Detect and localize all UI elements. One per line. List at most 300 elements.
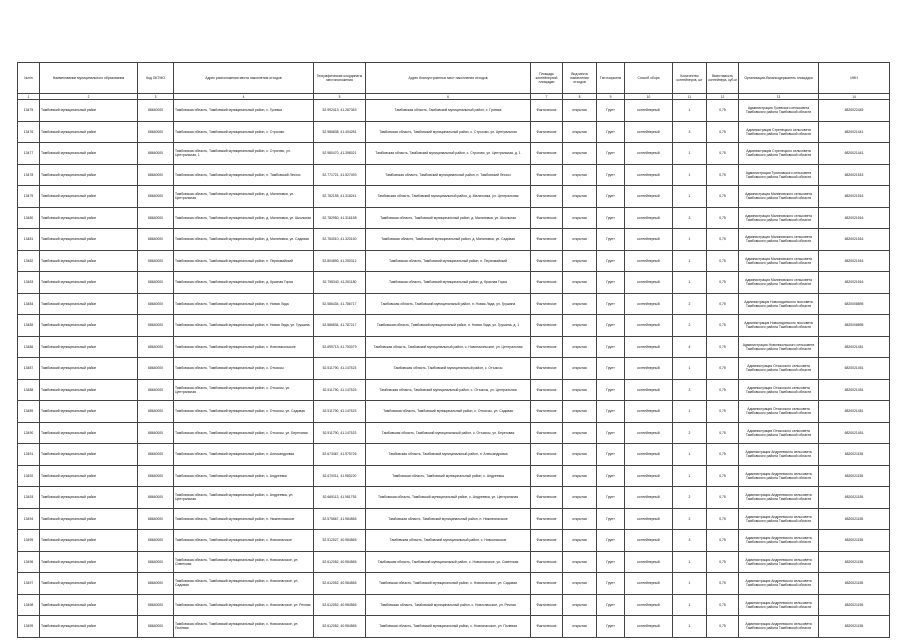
municipality-cell: Тамбовский муниципальный район	[40, 250, 138, 272]
municipality-cell: Тамбовский муниципальный район	[40, 143, 138, 165]
container-volume-cell: 0,75	[707, 272, 739, 294]
site-address-cell: Тамбовская область, Тамбовский муниципальный район, д. Малиновка, ул. Школьная	[366, 207, 531, 229]
organization-cell: Администрация Малиновского сельсовета Тамбовского района Тамбовской области	[739, 229, 819, 251]
site-kind-cell: открытая	[563, 358, 597, 380]
coordinates-cell: 52.986838, 41.404281	[314, 121, 366, 143]
oktmo-cell: 68640000	[138, 100, 174, 122]
coordinates-cell: 52.980470, 41.398021	[314, 143, 366, 165]
inn-cell: 6820021451	[819, 379, 890, 401]
municipality-cell: Тамбовский муниципальный район	[40, 100, 138, 122]
site-address-cell: Тамбовская область, Тамбовский муниципальный район, с. Строгово, ул. Центральная	[366, 121, 531, 143]
organization-cell: Администрация Отъясского сельсовета Тамбовского района Тамбовской области	[739, 379, 819, 401]
address-cell: Тамбовская область, Тамбовский муниципальный район, д. Малиновка, ул. Садовая	[174, 229, 314, 251]
site-kind-cell: открытая	[563, 250, 597, 272]
row-number: 13492	[18, 465, 40, 487]
coordinates-cell: 52.586434, 41.786717	[314, 293, 366, 315]
oktmo-cell: 68640000	[138, 250, 174, 272]
container-volume-cell: 0,75	[707, 121, 739, 143]
row-number: 13491	[18, 444, 40, 466]
column-number: 11	[673, 94, 707, 100]
organization-cell: Администрация Новолядинского поссовета Тамбовского района Тамбовской области	[739, 315, 819, 337]
area-cell: Фактическое	[531, 358, 563, 380]
address-cell: Тамбовская область, Тамбовский муниципальный район, с. Новоспасское, ул. Советская	[174, 551, 314, 573]
container-volume-cell: 0,75	[707, 422, 739, 444]
municipality-cell: Тамбовский муниципальный район	[40, 229, 138, 251]
inn-cell: 6820008895	[819, 293, 890, 315]
collection-method-cell: контейнерный	[625, 229, 673, 251]
column-number: 6	[366, 94, 531, 100]
column-number: 3	[138, 94, 174, 100]
site-kind-cell: открытая	[563, 422, 597, 444]
collection-method-cell: контейнерный	[625, 487, 673, 509]
cover-type-cell: Грунт	[597, 594, 625, 616]
row-number: 13497	[18, 573, 40, 595]
cover-type-cell: Грунт	[597, 121, 625, 143]
row-number: 13475	[18, 100, 40, 122]
column-number: 8	[563, 94, 597, 100]
address-cell: Тамбовская область, Тамбовский муниципальный район, п. Новая Ляда	[174, 293, 314, 315]
container-count-cell: 1	[673, 164, 707, 186]
municipality-cell: Тамбовский муниципальный район	[40, 401, 138, 423]
row-number: 13478	[18, 164, 40, 186]
area-cell: Фактическое	[531, 164, 563, 186]
table-row	[18, 422, 890, 444]
container-volume-cell: 0,75	[707, 465, 739, 487]
address-cell: Тамбовская область, Тамбовский муниципальный район, с. Гусевка	[174, 100, 314, 122]
organization-cell: Администрация Андреевского сельсовета Тамбовского района Тамбовской области	[739, 594, 819, 616]
collection-method-cell: контейнерный	[625, 358, 673, 380]
container-count-cell: 3	[673, 121, 707, 143]
collection-method-cell: контейнерный	[625, 594, 673, 616]
row-number: 13483	[18, 272, 40, 294]
container-volume-cell: 0,75	[707, 207, 739, 229]
site-address-cell: Тамбовская область, Тамбовский муниципальный район, д. Красная Горка	[366, 272, 531, 294]
site-address-cell: Тамбовская область, Тамбовский муниципальный район, п. Новая Ляда, ул. Грушина, д. 1	[366, 315, 531, 337]
municipality-cell: Тамбовский муниципальный район	[40, 358, 138, 380]
row-number: 13480	[18, 207, 40, 229]
coordinates-cell: 52.782155, 41.318241	[314, 186, 366, 208]
container-count-cell: 1	[673, 444, 707, 466]
inn-cell: 6820021155	[819, 616, 890, 638]
site-address-cell: Тамбовская область, Тамбовский муниципальный район, с. Отъяссы, ул. Центральная	[366, 379, 531, 401]
coordinates-cell: 52.612052, 40.984565	[314, 551, 366, 573]
organization-cell: Администрация Малиновского сельсовета Тамбовского района Тамбовской области	[739, 186, 819, 208]
column-header: ИНН	[819, 63, 890, 94]
table-row	[18, 229, 890, 251]
site-kind-cell: открытая	[563, 573, 597, 595]
collection-method-cell: контейнерный	[625, 444, 673, 466]
municipality-cell: Тамбовский муниципальный район	[40, 207, 138, 229]
collection-method-cell: контейнерный	[625, 508, 673, 530]
site-address-cell: Тамбовская область, Тамбовский муниципальный район, д. Малиновка, ул. Садовая	[366, 229, 531, 251]
column-header: Количество контейнеров, шт	[673, 63, 707, 94]
oktmo-cell: 68640000	[138, 358, 174, 380]
column-header: Способ сбора	[625, 63, 673, 94]
cover-type-cell: Грунт	[597, 508, 625, 530]
site-kind-cell: открытая	[563, 444, 597, 466]
municipality-cell: Тамбовский муниципальный район	[40, 573, 138, 595]
cover-type-cell: Грунт	[597, 143, 625, 165]
container-volume-cell: 0,75	[707, 616, 739, 638]
site-address-cell: Тамбовская область, Тамбовский муниципальный район, п. Тамбовский Лесхоз	[366, 164, 531, 186]
coordinates-cell: 52.782950, 41.316158	[314, 207, 366, 229]
collection-method-cell: контейнерный	[625, 143, 673, 165]
area-cell: Фактическое	[531, 229, 563, 251]
address-cell: Тамбовская область, Тамбовский муниципальный район, п. Первомайский	[174, 250, 314, 272]
organization-cell: Администрация Андреевского сельсовета Тамбовского района Тамбовской области	[739, 444, 819, 466]
organization-cell: Администрация Андреевского сельсовета Тамбовского района Тамбовской области	[739, 487, 819, 509]
container-count-cell: 2	[673, 315, 707, 337]
table-row	[18, 164, 890, 186]
organization-cell: Администрация Новоникольского сельсовета Тамбовского района Тамбовской области	[739, 336, 819, 358]
area-cell: Фактическое	[531, 143, 563, 165]
row-number: 13479	[18, 186, 40, 208]
container-volume-cell: 0,75	[707, 186, 739, 208]
cover-type-cell: Грунт	[597, 250, 625, 272]
organization-cell: Администрация Отъясского сельсовета Тамбовского района Тамбовской области	[739, 358, 819, 380]
row-number: 13496	[18, 551, 40, 573]
site-kind-cell: открытая	[563, 315, 597, 337]
container-volume-cell: 0,75	[707, 229, 739, 251]
collection-method-cell: контейнерный	[625, 100, 673, 122]
organization-cell: Администрация Новолядинского поссовета Тамбовского района Тамбовской области	[739, 293, 819, 315]
container-count-cell: 4	[673, 336, 707, 358]
municipality-cell: Тамбовский муниципальный район	[40, 315, 138, 337]
address-cell: Тамбовская область, Тамбовский муниципальный район, с. Новоспасское, ул. Речная	[174, 594, 314, 616]
address-cell: Тамбовская область, Тамбовский муниципальный район, д. Малиновка, ул. Школьная	[174, 207, 314, 229]
column-number: 10	[625, 94, 673, 100]
municipality-cell: Тамбовский муниципальный район	[40, 616, 138, 638]
table-row	[18, 272, 890, 294]
collection-method-cell: контейнерный	[625, 293, 673, 315]
address-cell: Тамбовская область, Тамбовский муниципальный район, п. Новая Ляда, ул. Грушина	[174, 315, 314, 337]
site-kind-cell: открытая	[563, 100, 597, 122]
area-cell: Фактическое	[531, 616, 563, 638]
coordinates-cell: 52.771721, 41.527493	[314, 164, 366, 186]
site-kind-cell: открытая	[563, 229, 597, 251]
address-cell: Тамбовская область, Тамбовский муниципальный район, с. Новоникольское	[174, 336, 314, 358]
area-cell: Фактическое	[531, 422, 563, 444]
inn-cell: 6820021451	[819, 336, 890, 358]
inn-cell: 6820021516	[819, 186, 890, 208]
collection-method-cell: контейнерный	[625, 315, 673, 337]
cover-type-cell: Грунт	[597, 487, 625, 509]
address-cell: Тамбовская область, Тамбовский муниципальный район, с. Новоспасское	[174, 530, 314, 552]
cover-type-cell: Грунт	[597, 551, 625, 573]
site-kind-cell: открытая	[563, 401, 597, 423]
container-count-cell: 1	[673, 465, 707, 487]
site-kind-cell: открытая	[563, 487, 597, 509]
collection-method-cell: контейнерный	[625, 121, 673, 143]
oktmo-cell: 68640000	[138, 530, 174, 552]
area-cell: Фактическое	[531, 487, 563, 509]
area-cell: Фактическое	[531, 444, 563, 466]
container-count-cell: 1	[673, 143, 707, 165]
site-kind-cell: открытая	[563, 379, 597, 401]
coordinates-cell: 52.798340, 41.261180	[314, 272, 366, 294]
cover-type-cell: Грунт	[597, 616, 625, 638]
oktmo-cell: 68640000	[138, 379, 174, 401]
table-row	[18, 315, 890, 337]
municipality-cell: Тамбовский муниципальный район	[40, 444, 138, 466]
row-number: 13494	[18, 508, 40, 530]
row-number: 13485	[18, 315, 40, 337]
container-count-cell: 2	[673, 508, 707, 530]
cover-type-cell: Грунт	[597, 100, 625, 122]
coordinates-cell: 52.575667, 41.984565	[314, 508, 366, 530]
container-count-cell: 3	[673, 379, 707, 401]
row-number: 13498	[18, 594, 40, 616]
row-number: 13477	[18, 143, 40, 165]
organization-cell: Администрация Малиновского сельсовета Тамбовского района Тамбовской области	[739, 250, 819, 272]
collection-method-cell: контейнерный	[625, 186, 673, 208]
oktmo-cell: 68640000	[138, 465, 174, 487]
address-cell: Тамбовская область, Тамбовский муниципальный район, п. Тамбовский Лесхоз	[174, 164, 314, 186]
container-volume-cell: 0,75	[707, 336, 739, 358]
container-count-cell: 1	[673, 573, 707, 595]
area-cell: Фактическое	[531, 121, 563, 143]
municipality-cell: Тамбовский муниципальный район	[40, 422, 138, 444]
collection-method-cell: контейнерный	[625, 401, 673, 423]
oktmo-cell: 68640000	[138, 594, 174, 616]
oktmo-cell: 68640000	[138, 315, 174, 337]
site-address-cell: Тамбовская область, Тамбовский муниципальный район, с. Гусевка	[366, 100, 531, 122]
table-row	[18, 487, 890, 509]
oktmo-cell: 68640000	[138, 207, 174, 229]
area-cell: Фактическое	[531, 207, 563, 229]
oktmo-cell: 68640000	[138, 573, 174, 595]
column-header: Адрес благоустроенных мест накопления отходов	[366, 63, 531, 94]
oktmo-cell: 68640000	[138, 444, 174, 466]
table-row	[18, 508, 890, 530]
cover-type-cell: Грунт	[597, 164, 625, 186]
container-count-cell: 1	[673, 250, 707, 272]
inn-cell: 6820021155	[819, 508, 890, 530]
site-address-cell: Тамбовская область, Тамбовский муниципальный район, п. Нижнеспасское	[366, 508, 531, 530]
table-row	[18, 336, 890, 358]
organization-cell: Администрация Андреевского сельсовета Тамбовского района Тамбовской области	[739, 551, 819, 573]
collection-method-cell: контейнерный	[625, 465, 673, 487]
table-row	[18, 573, 890, 595]
coordinates-cell: 52.670011, 41.980220	[314, 465, 366, 487]
cover-type-cell: Грунт	[597, 293, 625, 315]
area-cell: Фактическое	[531, 186, 563, 208]
site-kind-cell: открытая	[563, 508, 597, 530]
column-header: Вместимость контейнера, куб.м	[707, 63, 739, 94]
area-cell: Фактическое	[531, 293, 563, 315]
coordinates-cell: 52.804890, 41.250312	[314, 250, 366, 272]
collection-method-cell: контейнерный	[625, 551, 673, 573]
organization-cell: Администрация Андреевского сельсовета Тамбовского района Тамбовской области	[739, 530, 819, 552]
header-row	[18, 63, 890, 94]
container-count-cell: 1	[673, 358, 707, 380]
address-cell: Тамбовская область, Тамбовский муниципальный район, с. Новоспасское, ул. Полевая	[174, 616, 314, 638]
site-address-cell: Тамбовская область, Тамбовский муниципальный район, п. Александровка	[366, 444, 531, 466]
area-cell: Фактическое	[531, 336, 563, 358]
area-cell: Фактическое	[531, 508, 563, 530]
container-count-cell: 1	[673, 186, 707, 208]
address-cell: Тамбовская область, Тамбовский муниципальный район, с. Строгово, ул. Центральная, 1	[174, 143, 314, 165]
inn-cell: 6820021451	[819, 358, 890, 380]
address-cell: Тамбовская область, Тамбовский муниципальный район, с. Андреевка, ул. Центральная	[174, 487, 314, 509]
row-number: 13482	[18, 250, 40, 272]
area-cell: Фактическое	[531, 401, 563, 423]
site-address-cell: Тамбовская область, Тамбовский муниципальный район, с. Отъяссы, ул. Садовая	[366, 401, 531, 423]
cover-type-cell: Грунт	[597, 315, 625, 337]
organization-cell: Администрация Отъясского сельсовета Тамбовского района Тамбовской области	[739, 401, 819, 423]
organization-cell: Администрация Тулиновского сельсовета Тамбовского района Тамбовской области	[739, 164, 819, 186]
area-cell: Фактическое	[531, 594, 563, 616]
coordinates-cell: 52.511790, 41.147523	[314, 358, 366, 380]
inn-cell: 6820021441	[819, 121, 890, 143]
row-number: 13493	[18, 487, 40, 509]
cover-type-cell: Грунт	[597, 573, 625, 595]
container-count-cell: 2	[673, 487, 707, 509]
table-row	[18, 401, 890, 423]
coordinates-cell: 52.784010, 41.320150	[314, 229, 366, 251]
address-cell: Тамбовская область, Тамбовский муниципальный район, п. Александровка	[174, 444, 314, 466]
container-count-cell: 1	[673, 401, 707, 423]
municipality-cell: Тамбовский муниципальный район	[40, 465, 138, 487]
site-kind-cell: открытая	[563, 272, 597, 294]
column-number: 1	[18, 94, 40, 100]
area-cell: Фактическое	[531, 100, 563, 122]
organization-cell: Администрация Андреевского сельсовета Тамбовского района Тамбовской области	[739, 508, 819, 530]
municipality-cell: Тамбовский муниципальный район	[40, 272, 138, 294]
container-volume-cell: 0,75	[707, 594, 739, 616]
container-count-cell: 2	[673, 422, 707, 444]
container-volume-cell: 0,75	[707, 250, 739, 272]
municipality-cell: Тамбовский муниципальный район	[40, 186, 138, 208]
inn-cell: 6820021155	[819, 551, 890, 573]
site-kind-cell: открытая	[563, 121, 597, 143]
organization-cell: Администрация Андреевского сельсовета Тамбовского района Тамбовской области	[739, 616, 819, 638]
site-address-cell: Тамбовская область, Тамбовский муниципальный район, с. Андреевка	[366, 465, 531, 487]
site-address-cell: Тамбовская область, Тамбовский муниципальный район, п. Новая Ляда, ул. Грушина	[366, 293, 531, 315]
area-cell: Фактическое	[531, 551, 563, 573]
inn-cell: 6820021155	[819, 465, 890, 487]
address-cell: Тамбовская область, Тамбовский муниципальный район, с. Отъяссы, ул. Береговая	[174, 422, 314, 444]
oktmo-cell: 68640000	[138, 508, 174, 530]
column-header: Вид места накопления отходов	[563, 63, 597, 94]
column-number: 9	[597, 94, 625, 100]
collection-method-cell: контейнерный	[625, 164, 673, 186]
inn-cell: 6820022445	[819, 100, 890, 122]
collection-method-cell: контейнерный	[625, 207, 673, 229]
oktmo-cell: 68640000	[138, 229, 174, 251]
container-count-cell: 2	[673, 293, 707, 315]
coordinates-cell: 52.612052, 40.984565	[314, 594, 366, 616]
container-volume-cell: 0,75	[707, 164, 739, 186]
area-cell: Фактическое	[531, 465, 563, 487]
inn-cell: 6820021155	[819, 530, 890, 552]
collection-method-cell: контейнерный	[625, 616, 673, 638]
site-address-cell: Тамбовская область, Тамбовский муниципальный район, с. Новоникольское, ул. Центральная	[366, 336, 531, 358]
address-cell: Тамбовская область, Тамбовский муниципальный район, д. Красная Горка	[174, 272, 314, 294]
column-number: 4	[174, 94, 314, 100]
organization-cell: Администрация Гусевского сельсовета Тамбовского района Тамбовской области	[739, 100, 819, 122]
municipality-cell: Тамбовский муниципальный район	[40, 379, 138, 401]
municipality-cell: Тамбовский муниципальный район	[40, 164, 138, 186]
container-volume-cell: 0,75	[707, 315, 739, 337]
column-header: №п/п	[18, 63, 40, 94]
container-count-cell: 1	[673, 100, 707, 122]
cover-type-cell: Грунт	[597, 465, 625, 487]
inn-cell: 6820021516	[819, 250, 890, 272]
inn-cell: 6820021451	[819, 422, 890, 444]
container-volume-cell: 0,75	[707, 508, 739, 530]
table-row	[18, 551, 890, 573]
column-number: 13	[739, 94, 819, 100]
table-header	[18, 63, 890, 100]
site-address-cell: Тамбовская область, Тамбовский муниципальный район, с. Новоспасское	[366, 530, 531, 552]
row-number: 13499	[18, 616, 40, 638]
coordinates-cell: 52.612052, 40.984565	[314, 616, 366, 638]
site-address-cell: Тамбовская область, Тамбовский муниципальный район, с. Новоспасское, ул. Садовая	[366, 573, 531, 595]
table-row	[18, 358, 890, 380]
address-cell: Тамбовская область, Тамбовский муниципальный район, с. Отъяссы, ул. Садовая	[174, 401, 314, 423]
address-cell: Тамбовская область, Тамбовский муниципальный район, с. Новоспасское, ул. Садовая	[174, 573, 314, 595]
table-row	[18, 530, 890, 552]
inn-cell: 6820021441	[819, 143, 890, 165]
area-cell: Фактическое	[531, 315, 563, 337]
oktmo-cell: 68640000	[138, 401, 174, 423]
cover-type-cell: Грунт	[597, 379, 625, 401]
site-kind-cell: открытая	[563, 186, 597, 208]
inn-cell: 6820021155	[819, 594, 890, 616]
row-number: 13489	[18, 401, 40, 423]
row-number: 13490	[18, 422, 40, 444]
container-volume-cell: 0,75	[707, 551, 739, 573]
container-volume-cell: 0,75	[707, 487, 739, 509]
collection-method-cell: контейнерный	[625, 530, 673, 552]
municipality-cell: Тамбовский муниципальный район	[40, 293, 138, 315]
municipality-cell: Тамбовский муниципальный район	[40, 508, 138, 530]
area-cell: Фактическое	[531, 379, 563, 401]
cover-type-cell: Грунт	[597, 186, 625, 208]
registry-table	[17, 62, 890, 638]
municipality-cell: Тамбовский муниципальный район	[40, 336, 138, 358]
municipality-cell: Тамбовский муниципальный район	[40, 121, 138, 143]
inn-cell: 6820021155	[819, 573, 890, 595]
table-row	[18, 186, 890, 208]
container-volume-cell: 0,75	[707, 530, 739, 552]
oktmo-cell: 68640000	[138, 487, 174, 509]
cover-type-cell: Грунт	[597, 401, 625, 423]
site-address-cell: Тамбовская область, Тамбовский муниципальный район, с. Отъяссы, ул. Береговая	[366, 422, 531, 444]
column-header: Географические координаты местоположения	[314, 63, 366, 94]
site-address-cell: Тамбовская область, Тамбовский муниципальный район, с. Новоспасское, ул. Речная	[366, 594, 531, 616]
column-number: 12	[707, 94, 739, 100]
table-body	[18, 100, 890, 638]
row-number: 13487	[18, 358, 40, 380]
cover-type-cell: Грунт	[597, 530, 625, 552]
organization-cell: Администрация Малиновского сельсовета Тамбовского района Тамбовской области	[739, 272, 819, 294]
area-cell: Фактическое	[531, 573, 563, 595]
site-address-cell: Тамбовская область, Тамбовский муниципальный район, с. Новоспасское, ул. Полевая	[366, 616, 531, 638]
address-cell: Тамбовская область, Тамбовский муниципальный район, с. Андреевка	[174, 465, 314, 487]
oktmo-cell: 68640000	[138, 422, 174, 444]
container-count-cell: 3	[673, 530, 707, 552]
municipality-cell: Тамбовский муниципальный район	[40, 594, 138, 616]
column-number: 7	[531, 94, 563, 100]
oktmo-cell: 68640000	[138, 121, 174, 143]
container-volume-cell: 0,75	[707, 100, 739, 122]
inn-cell: 6820021155	[819, 487, 890, 509]
row-number: 13488	[18, 379, 40, 401]
oktmo-cell: 68640000	[138, 164, 174, 186]
site-address-cell: Тамбовская область, Тамбовский муниципальный район, с. Отъяссы	[366, 358, 531, 380]
